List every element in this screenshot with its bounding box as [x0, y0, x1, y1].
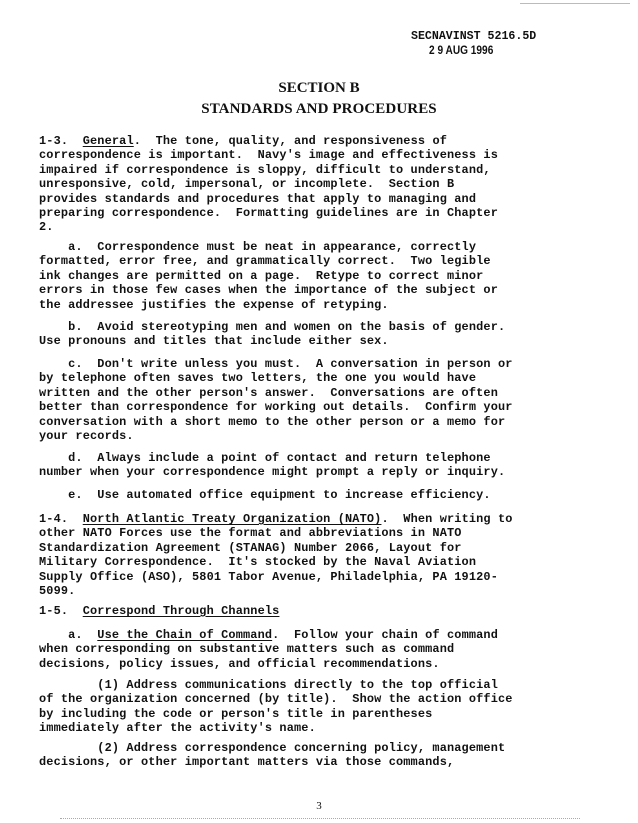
text-line: by telephone often saves two letters, the one you would have — [39, 371, 477, 386]
text-line: errors in those few cases when the importance of the subject or — [39, 283, 498, 298]
text-line: 5099. — [39, 584, 76, 599]
text-line: of the organization concerned (by title). Show the action office — [39, 692, 513, 707]
subparagraph-1-5-a-1 — [39, 678, 599, 736]
scan-edge-noise — [60, 818, 580, 820]
text-line: provides standards and procedures that apply to managing and — [39, 191, 477, 206]
text-line: immediately after the activity's name. — [39, 721, 316, 736]
text-line: impaired if correspondence is sloppy, difficult to understand, — [39, 162, 491, 177]
paragraph-number: 1-5. — [39, 604, 83, 618]
text-line: conversation with a short memo to the other person or a memo for — [39, 414, 506, 429]
text-line: . The tone, quality, and responsiveness of — [133, 134, 448, 148]
text-line: better than correspondence for working out details. Confirm your — [39, 400, 513, 415]
text-line: decisions, policy issues, and official recommendations. — [39, 656, 440, 671]
text-line: d. Always include a point of contact and return telephone — [39, 451, 491, 465]
text-line: Use pronouns and titles that include either sex. — [39, 334, 389, 349]
paragraph-1-5 — [39, 604, 599, 618]
section-title: SECTION B — [278, 80, 360, 96]
section-subtitle: STANDARDS AND PROCEDURES — [201, 101, 437, 117]
subparagraph-c — [39, 357, 599, 443]
text-line: number when your correspondence might prompt a reply or inquiry. — [39, 465, 506, 480]
text-line: Supply Office (ASO), 5801 Tabor Avenue, Philadelphia, PA 19120- — [39, 569, 498, 584]
text-line: written and the other person's answer. Conversations are often — [39, 385, 498, 400]
text-line: a. — [39, 628, 98, 642]
text-line: c. Don't write unless you must. A conversation in person or — [39, 357, 513, 371]
text-line: 2. — [39, 220, 54, 235]
subparagraph-1-5-a — [39, 628, 599, 671]
text-line: e. Use automated office equipment to increase efficiency. — [39, 488, 491, 502]
subparagraph-1-5-a-2 — [39, 741, 599, 770]
text-line: . Follow your chain of command — [272, 628, 499, 642]
text-line: Standardization Agreement (STANAG) Number 2066, Layout for — [39, 540, 462, 555]
text-line: by including the code or person's title in parentheses — [39, 706, 433, 721]
text-line: preparing correspondence. Formatting guidelines are in Chapter — [39, 206, 498, 221]
paragraph-number: 1-4. — [39, 512, 83, 526]
text-line: ink changes are permitted on a page. Retype to correct minor — [39, 268, 484, 283]
text-line: (2) Address correspondence concerning policy, management — [39, 741, 506, 755]
text-line: your records. — [39, 429, 134, 444]
paragraph-number: 1-3. — [39, 134, 69, 148]
text-line: . When writing to — [381, 512, 513, 526]
paragraph-heading: North Atlantic Treaty Organization (NATO) — [82, 512, 382, 526]
text-line: (1) Address communications directly to the top official — [39, 678, 498, 692]
text-line: decisions, or other important matters via those commands, — [39, 755, 455, 770]
subparagraph-e — [39, 488, 599, 502]
scan-edge-line — [520, 3, 630, 4]
text-line: other NATO Forces use the format and abbreviations in NATO — [39, 526, 462, 541]
paragraph-1-3 — [39, 134, 599, 235]
text-line: Military Correspondence. It's stocked by the Naval Aviation — [39, 555, 477, 570]
page-number: 3 — [316, 800, 322, 812]
subparagraph-d — [39, 451, 599, 480]
text-line: unresponsive, cold, impersonal, or incomplete. Section B — [39, 177, 455, 192]
paragraph-heading: General — [82, 134, 134, 148]
paragraph-heading: Use the Chain of Command — [97, 628, 273, 642]
text-line: correspondence is important. Navy's image and effectiveness is — [39, 148, 498, 163]
subparagraph-b — [39, 320, 599, 349]
text-line: the addressee justifies the expense of retyping. — [39, 297, 389, 312]
text-line: formatted, error free, and grammatically correct. Two legible — [39, 254, 491, 269]
issue-date: 2 9 AUG 1996 — [429, 45, 494, 57]
paragraph-heading: Correspond Through Channels — [82, 604, 280, 618]
text-line: b. Avoid stereotyping men and women on the basis of gender. — [39, 320, 506, 334]
text-line: a. Correspondence must be neat in appearance, correctly — [39, 240, 477, 254]
paragraph-1-4 — [39, 512, 599, 598]
subparagraph-a — [39, 240, 599, 312]
text-line: when corresponding on substantive matters such as command — [39, 642, 455, 657]
instruction-reference: SECNAVINST 5216.5D — [411, 30, 537, 43]
